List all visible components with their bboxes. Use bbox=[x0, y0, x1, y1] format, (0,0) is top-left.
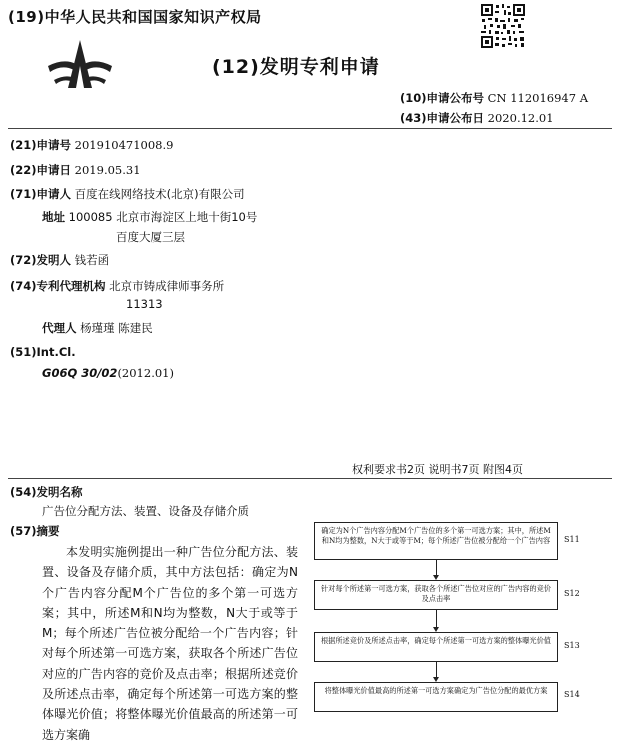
intcl-class: G06Q 30/02(2012.01) bbox=[42, 366, 174, 380]
flow-arrow bbox=[436, 560, 437, 576]
title-label: (54)发明名称 bbox=[10, 485, 83, 499]
application-date: (22)申请日 2019.05.31 bbox=[10, 163, 141, 177]
address: 地址 100085 北京市海淀区上地十街10号 bbox=[42, 210, 258, 224]
intcl-label: (51)Int.Cl. bbox=[10, 345, 76, 359]
inventor: (72)发明人 钱若函 bbox=[10, 253, 110, 267]
flow-step-s13: 根据所述竞价及所述点击率，确定每个所述第一可选方案的整体曝光价值 bbox=[314, 632, 558, 662]
agents: 代理人 杨瑾瑾 陈建民 bbox=[42, 321, 153, 335]
office-name: (19)中华人民共和国国家知识产权局 bbox=[8, 8, 262, 26]
flow-arrow bbox=[436, 662, 437, 678]
cnipa-logo-icon bbox=[44, 36, 116, 96]
agency-code: 11313 bbox=[126, 297, 163, 311]
abstract-text: 本发明实施例提出一种广告位分配方法、装置、设备及存储介质，其中方法包括：确定为N个广告内容分配M个广告位的多个第一可选方案；其中，所述M和N均为整数，N大于或等于M；每个所述广告位被分配给一个广告内容；针对每个所述第一可选方案，获取各个所述广告位对应的广告内容的竞价及点击率；根据所述竞价及所述点击率，确定每个所述第一可选方案的整体曝光价值；将整体曝光价值最高的所述第一可选方案确 bbox=[42, 545, 298, 742]
flow-step-s14: 将整体曝光价值最高的所述第一可选方案确定为广告位分配的最优方案 bbox=[314, 682, 558, 712]
step-label-s14: S14 bbox=[564, 690, 580, 699]
step-label-s11: S11 bbox=[564, 535, 580, 544]
patent-agency: (74)专利代理机构 北京市铸成律师事务所 bbox=[10, 279, 225, 293]
flow-arrow bbox=[436, 610, 437, 628]
step-label-s12: S12 bbox=[564, 589, 580, 598]
invention-title: 广告位分配方法、装置、设备及存储介质 bbox=[42, 504, 249, 518]
section-divider bbox=[8, 478, 612, 479]
publication-type: (12)发明专利申请 bbox=[212, 56, 380, 78]
publication-number: (10)申请公布号 CN 112016947 A bbox=[400, 91, 588, 105]
address-line2: 百度大厦三层 bbox=[116, 230, 185, 244]
flow-step-s11: 确定为N个广告内容分配M个广告位的多个第一可选方案；其中，所述M和N均为整数，N大于或等于M；每个所述广告位被分配给一个广告内容 bbox=[314, 522, 558, 560]
flow-step-s12: 针对每个所述第一可选方案，获取各个所述广告位对应的广告内容的竞价及点击率 bbox=[314, 580, 558, 610]
publication-date: (43)申请公布日 2020.12.01 bbox=[400, 111, 554, 125]
step-label-s13: S13 bbox=[564, 641, 580, 650]
qr-code-icon bbox=[480, 3, 526, 49]
abstract-label: (57)摘要 bbox=[10, 524, 60, 538]
header-divider bbox=[8, 128, 612, 129]
applicant: (71)申请人 百度在线网络技术(北京)有限公司 bbox=[10, 187, 245, 201]
page-counts: 权利要求书2页 说明书7页 附图4页 bbox=[352, 463, 523, 476]
application-number: (21)申请号 201910471008.9 bbox=[10, 138, 174, 152]
